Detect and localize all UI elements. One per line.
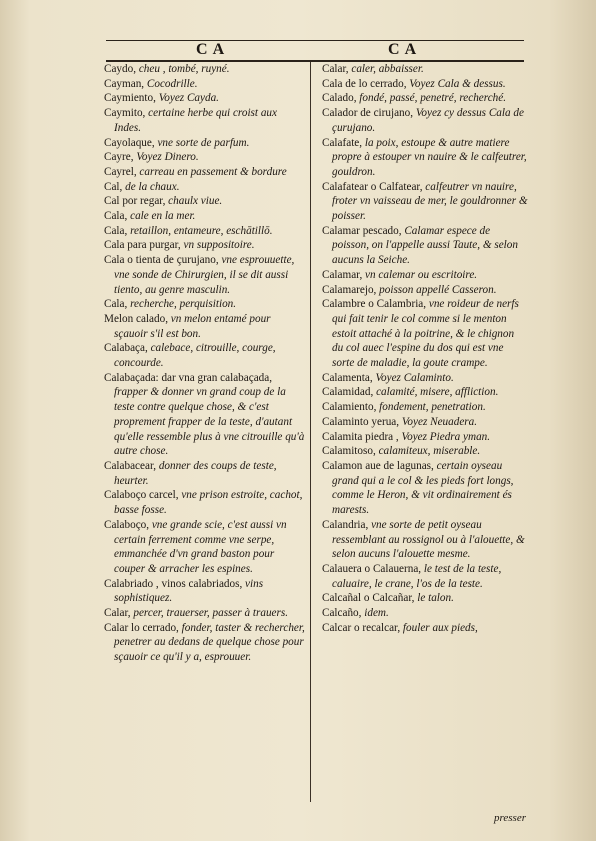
dictionary-entry bbox=[104, 194, 306, 209]
entry-translation: vne sorte de petit oyseau ressemblant au rossignol ou à l'alouette, & selon aucuns l'alouette mesme. bbox=[332, 518, 525, 561]
entry-headword: Calauera o Calauerna, bbox=[322, 562, 422, 575]
left-column bbox=[104, 62, 306, 665]
entry-translation: fondé, passé, penetré, recherché. bbox=[356, 92, 507, 105]
dictionary-entry bbox=[322, 91, 528, 106]
catchword: presser bbox=[494, 812, 526, 824]
entry-headword: Calaboço carcel, bbox=[104, 489, 179, 502]
dictionary-entry bbox=[322, 77, 528, 92]
column-divider bbox=[310, 62, 311, 802]
dictionary-entry bbox=[322, 283, 528, 298]
entry-translation: vins sophistiquez. bbox=[114, 577, 264, 605]
dictionary-entry bbox=[322, 136, 528, 180]
entry-translation: fonder, taster & rechercher, penetrer au dedans de quelque chose pour sçauoir ce qu'il y a, esprouuer. bbox=[114, 621, 305, 664]
entry-translation: vne roideur de nerfs qui fait tenir le col comme si le menton estoit attaché à la poitrine, & le chignon du col auec l'espine du dos qui est vne sorte de maladie, la goute crampe. bbox=[332, 298, 519, 370]
dictionary-entry bbox=[104, 77, 306, 92]
entry-headword: Calamita piedra , bbox=[322, 430, 399, 443]
entry-translation: Calamar espece de poisson, on l'appelle aussi Taute, & selon aucuns la Seiche. bbox=[332, 224, 518, 267]
entry-headword: Cayolaque, bbox=[104, 136, 155, 149]
dictionary-entry bbox=[322, 371, 528, 386]
entry-translation: calamiteux, miserable. bbox=[375, 445, 481, 458]
dictionary-entry bbox=[322, 385, 528, 400]
dictionary-entry bbox=[322, 591, 528, 606]
entry-headword: Calar, bbox=[322, 63, 349, 75]
dictionary-entry bbox=[322, 606, 528, 621]
entry-translation: vn calemar ou escritoire. bbox=[362, 268, 478, 281]
entry-headword: Calabaça, bbox=[104, 342, 148, 355]
entry-headword: Calaminto yerua, bbox=[322, 415, 400, 428]
dictionary-entry bbox=[104, 518, 306, 577]
entry-headword: Calamar, bbox=[322, 268, 363, 281]
entry-translation: certain oyseau grand qui a le col & les pieds fort longs, comme le Heron, & vit ordinairement és marests. bbox=[332, 459, 514, 517]
dictionary-entry bbox=[104, 165, 306, 180]
dictionary-entry bbox=[104, 224, 306, 239]
entry-headword: Calar, bbox=[104, 607, 131, 620]
dictionary-entry bbox=[104, 371, 306, 459]
entry-translation: cale en la mer. bbox=[127, 210, 196, 223]
entry-translation: caler, abbaisser. bbox=[348, 63, 424, 75]
running-head-left: C A bbox=[196, 41, 226, 58]
dictionary-entry bbox=[104, 621, 306, 665]
entry-headword: Calar lo cerrado, bbox=[104, 621, 179, 634]
entry-translation: Voyez Dinero. bbox=[133, 151, 199, 164]
dictionary-entry bbox=[322, 562, 528, 591]
right-column bbox=[322, 62, 528, 635]
entry-headword: Melon calado, bbox=[104, 312, 168, 325]
entry-headword: Calandria, bbox=[322, 518, 369, 531]
entry-translation: de la chaux. bbox=[122, 180, 180, 193]
dictionary-entry bbox=[104, 150, 306, 165]
entry-headword: Cala o tienta de çurujano, bbox=[104, 254, 219, 267]
entry-translation: percer, trauerser, passer à trauers. bbox=[130, 607, 289, 620]
dictionary-entry bbox=[104, 62, 306, 77]
dictionary-entry bbox=[322, 106, 528, 135]
entry-translation: frapper & donner vn grand coup de la teste contre quelque chose, & c'est proprement frapper de la teste, d'autant qu'elle ressemble plus à vne citrouille qu'à autre chose. bbox=[114, 386, 305, 458]
entry-headword: Cala, bbox=[104, 298, 128, 311]
entry-translation: Voyez Neuadera. bbox=[399, 415, 478, 428]
entry-translation: vne grande scie, c'est aussi vn certain ferrement comme vne serpe, emmanchée d'vn grand baston pour couper & arracher les espines. bbox=[114, 518, 287, 575]
entry-translation: vne esprouuette, vne sonde de Chirurgien, il se dit aussi tiento, au genre masculin. bbox=[114, 254, 295, 296]
entry-translation: le test de la teste, caluaire, le crane, l'os de la teste. bbox=[332, 562, 502, 590]
entry-translation: vn suppositoire. bbox=[180, 239, 255, 252]
dictionary-entry bbox=[322, 224, 528, 268]
dictionary-entry bbox=[322, 400, 528, 415]
entry-headword: Calabacear, bbox=[104, 459, 157, 472]
entry-headword: Calamitoso, bbox=[322, 445, 376, 458]
dictionary-entry bbox=[104, 606, 306, 621]
entry-headword: Calcaño, bbox=[322, 607, 362, 620]
dictionary-entry bbox=[104, 106, 306, 135]
entry-headword: Calamon aue de lagunas, bbox=[322, 459, 434, 472]
dictionary-entry bbox=[322, 62, 528, 77]
entry-headword: Cala de lo cerrado, bbox=[322, 77, 407, 90]
running-head-right: C A bbox=[388, 41, 418, 58]
dictionary-entry bbox=[322, 459, 528, 518]
entry-translation: vne prison estroite, cachot, basse fosse. bbox=[114, 489, 303, 517]
entry-headword: Cal por regar, bbox=[104, 195, 166, 208]
entry-headword: Cala, bbox=[104, 210, 128, 223]
dictionary-entry bbox=[322, 415, 528, 430]
entry-headword: Calado, bbox=[322, 92, 357, 105]
entry-headword: Calamar pescado, bbox=[322, 224, 402, 237]
entry-headword: Calafate, bbox=[322, 136, 363, 149]
dictionary-entry bbox=[104, 136, 306, 151]
entry-translation: cheu , tombé, ruyné. bbox=[136, 63, 230, 75]
dictionary-entry bbox=[322, 518, 528, 562]
entry-translation: poisson appellé Casseron. bbox=[376, 283, 497, 296]
entry-translation: Voyez cy dessus Cala de çurujano. bbox=[332, 107, 524, 134]
entry-headword: Calabriado , vinos calabriados, bbox=[104, 577, 243, 590]
entry-headword: Calamenta, bbox=[322, 371, 373, 384]
dictionary-entry bbox=[104, 341, 306, 370]
entry-headword: Caymiento, bbox=[104, 92, 156, 105]
dictionary-entry bbox=[322, 268, 528, 283]
entry-headword: Calamarejo, bbox=[322, 283, 377, 296]
entry-translation: fondement, penetration. bbox=[376, 401, 486, 414]
entry-headword: Cala, bbox=[104, 224, 128, 237]
entry-translation: la poix, estoupe & autre matiere propre à estouper vn nauire & le calfeutrer, gouldron. bbox=[332, 136, 527, 178]
entry-headword: Cayman, bbox=[104, 77, 145, 90]
entry-translation: donner des coups de teste, heurter. bbox=[114, 459, 277, 487]
dictionary-entry bbox=[322, 444, 528, 459]
dictionary-entry bbox=[322, 297, 528, 371]
entry-translation: Voyez Calaminto. bbox=[372, 371, 454, 384]
entry-translation: calfeutrer vn nauire, froter vn vaisseau de mer, le gouldronner & poisser. bbox=[332, 180, 528, 223]
dictionary-entry bbox=[104, 577, 306, 606]
entry-translation: le talon. bbox=[414, 592, 454, 605]
entry-headword: Cal, bbox=[104, 180, 123, 193]
entry-translation: Voyez Cala & dessus. bbox=[406, 77, 506, 90]
dictionary-entry bbox=[104, 488, 306, 517]
entry-translation: vne sorte de parfum. bbox=[154, 136, 250, 149]
entry-headword: Calcar o recalcar, bbox=[322, 621, 401, 634]
entry-translation: Voyez Piedra yman. bbox=[398, 430, 491, 443]
entry-translation: calebace, citrouille, courge, concourde. bbox=[114, 342, 276, 370]
entry-translation: recherche, perquisition. bbox=[127, 298, 237, 311]
dictionary-entry bbox=[322, 621, 528, 636]
top-rule bbox=[106, 40, 524, 41]
entry-headword: Calcañal o Calcañar, bbox=[322, 592, 415, 605]
dictionary-entry bbox=[104, 209, 306, 224]
dictionary-entry bbox=[104, 297, 306, 312]
entry-translation: idem. bbox=[361, 607, 389, 620]
entry-headword: Calafatear o Calfatear, bbox=[322, 180, 423, 193]
entry-translation: vn melon entamé pour sçauoir s'il est bon. bbox=[114, 312, 271, 340]
dictionary-entry bbox=[322, 430, 528, 445]
entry-translation: calamité, misere, affliction. bbox=[373, 386, 499, 399]
entry-headword: Calamiento, bbox=[322, 401, 377, 414]
entry-headword: Cala para purgar, bbox=[104, 239, 181, 252]
entry-headword: Calamidad, bbox=[322, 386, 374, 399]
entry-headword: Calambre o Calambria, bbox=[322, 298, 427, 311]
entry-headword: Cayre, bbox=[104, 151, 134, 164]
entry-translation: fouler aux pieds, bbox=[400, 621, 478, 634]
entry-translation: Cocodrille. bbox=[144, 77, 198, 90]
dictionary-entry bbox=[104, 253, 306, 297]
entry-translation: carreau en passement & bordure bbox=[136, 165, 287, 178]
entry-translation: Voyez Cayda. bbox=[155, 92, 219, 105]
entry-headword: Caymito, bbox=[104, 107, 146, 120]
dictionary-entry bbox=[322, 180, 528, 224]
dictionary-entry bbox=[104, 312, 306, 341]
entry-headword: Cayrel, bbox=[104, 165, 137, 178]
entry-translation: retaillon, entameure, eschātillō. bbox=[127, 224, 273, 237]
dictionary-entry bbox=[104, 459, 306, 488]
dictionary-entry bbox=[104, 180, 306, 195]
entry-headword: Calabaçada: dar vna gran calabaçada, bbox=[104, 371, 273, 384]
entry-translation: certaine herbe qui croist aux Indes. bbox=[114, 107, 277, 134]
dictionary-entry bbox=[104, 238, 306, 253]
entry-translation: chaulx viue. bbox=[165, 195, 223, 208]
dictionary-entry bbox=[104, 91, 306, 106]
entry-headword: Caydo, bbox=[104, 63, 137, 75]
entry-headword: Calaboço, bbox=[104, 518, 150, 531]
entry-headword: Calador de cirujano, bbox=[322, 107, 414, 120]
